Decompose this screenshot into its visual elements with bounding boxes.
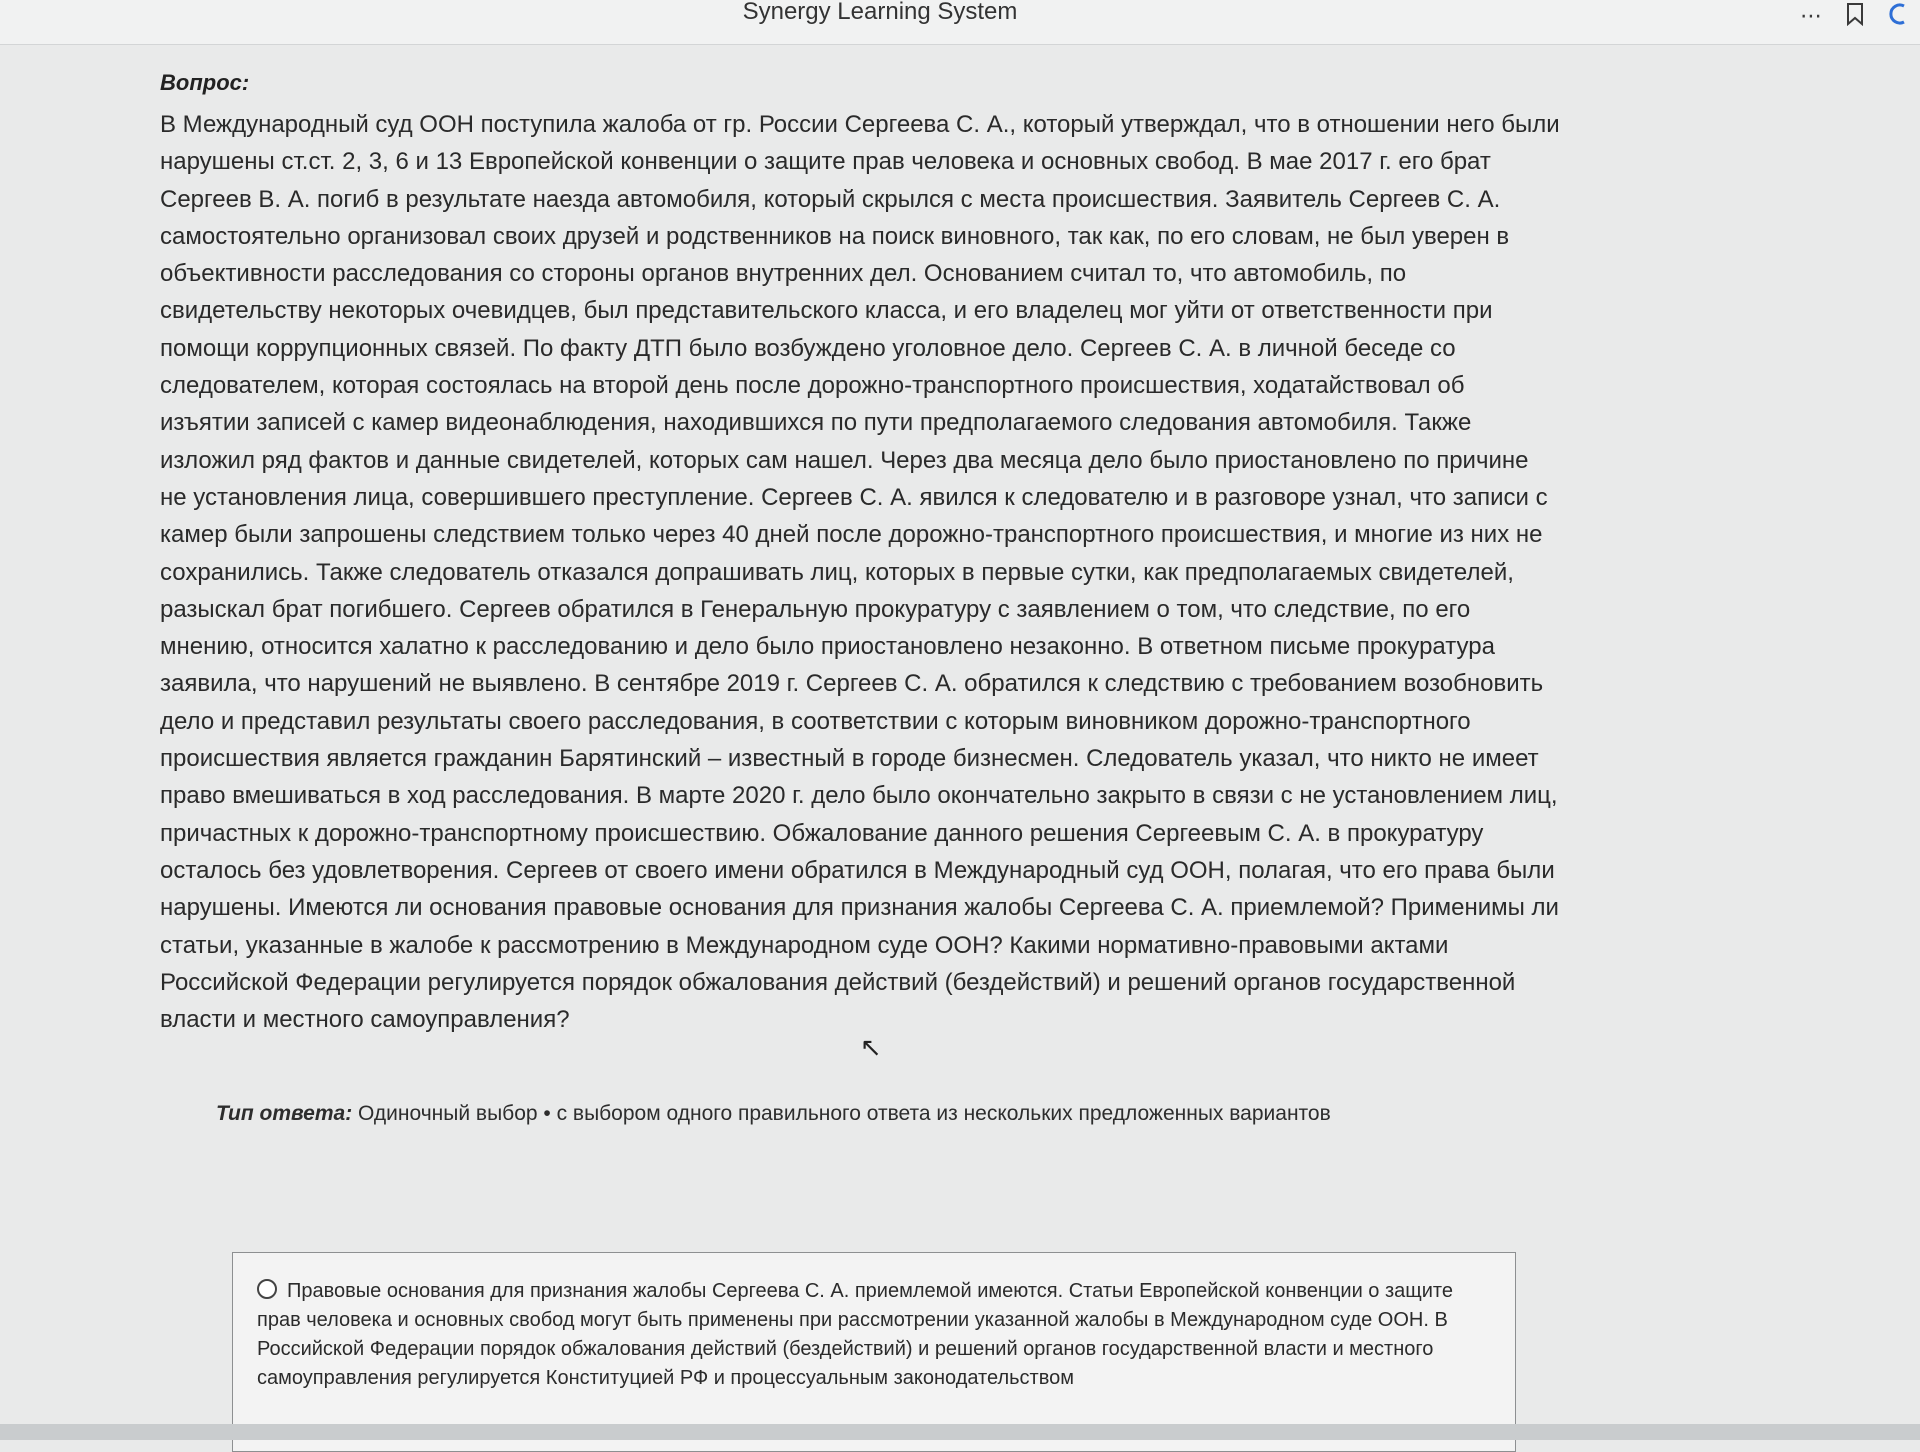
window-title-bar <box>0 0 1920 45</box>
title-bar-actions <box>1800 2 1908 30</box>
question-content <box>160 70 1580 1126</box>
radio-button[interactable] <box>257 1279 277 1299</box>
answer-type <box>216 1102 1580 1126</box>
answer-option-text: Правовые основания для признания жалобы Сергеева С. А. приемлемой имеются. Статьи Европейской конвенции о защите прав человека и основных свобод могут быть применены при рассмотрении указанной жалобы в Международном суде ООН. В Российской Федерации порядок обжалования действий (бездействий) и решений органов государственной власти и местного самоуправления регулируется Конституцией РФ и процессуальным законодательством <box>257 1280 1453 1389</box>
answer-option-row[interactable] <box>257 1277 1491 1393</box>
window-title: Synergy Learning System <box>0 0 1920 24</box>
more-options-icon[interactable]: ⋯ <box>1800 5 1822 27</box>
answer-type-label: Тип ответа: <box>216 1102 352 1125</box>
bookmark-icon[interactable] <box>1846 2 1864 30</box>
taskbar <box>0 1424 1920 1440</box>
answer-type-value: Одиночный выбор • с выбором одного правильного ответа из нескольких предложенных вариантов <box>358 1102 1331 1125</box>
app-icon[interactable] <box>1888 2 1908 30</box>
mouse-cursor-icon: ↖ <box>860 1032 882 1063</box>
question-label: Вопрос: <box>160 70 1580 96</box>
question-text: В Международный суд ООН поступила жалоба от гр. России Сергеева С. А., который утверждал, что в отношении него были нарушены ст.ст. 2, 3, 6 и 13 Европейской конвенции о защите прав человека и основных свобод. В мае 2017 г. его брат Сергеев В. А. погиб в результате наезда автомобиля, который скрылся с места происшествия. Заявитель Сергеев С. А. самостоятельно организовал своих друзей и родственников на поиск виновного, так как, по его словам, не был уверен в объективности расследования со стороны органов внутренних дел. Основанием считал то, что автомобиль, по свидетельству некоторых очевидцев, был представительского класса, и его владелец мог уйти от ответственности при помощи коррупционных связей. По факту ДТП было возбуждено уголовное дело. Сергеев С. А. в личной беседе со следователем, которая состоялась на второй день после дорожно-транспортного происшествия, ходатайствовал об изъятии записей с камер видеонаблюдения, находившихся по пути предполагаемого следования автомобиля. Также изложил ряд фактов и данные свидетелей, которых сам нашел. Через два месяца дело было приостановлено по причине не установления лица, совершившего преступление. Сергеев С. А. явился к следователю и в разговоре узнал, что записи с камер были запрошены следствием только через 40 дней после дорожно-транспортного происшествия, и многие из них не сохранились. Также следователь отказался допрашивать лиц, которых в первые сутки, как предполагаемых свидетелей, разыскал брат погибшего. Сергеев обратился в Генеральную прокуратуру с заявлением о том, что следствие, по его мнению, относится халатно к расследованию и дело было приостановлено незаконно. В ответном письме прокуратура заявила, что нарушений не выявлено. В сентябре 2019 г. Сергеев С. А. обратился к следствию с требованием возобновить дело и представил результаты своего расследования, в соответствии с которым виновником дорожно-транспортного происшествия является гражданин Барятинский – известный в городе бизнесмен. Следователь указал, что никто не имеет право вмешиваться в ход расследования. В марте 2020 г. дело было окончательно закрыто в связи с не установлением лиц, причастных к дорожно-транспортному происшествию. Обжалование данного решения Сергеевым С. А. в прокуратуру осталось без удовлетворения. Сергеев от своего имени обратился в Международный суд ООН, полагая, что его права были нарушены. Имеются ли основания правовые основания для признания жалобы Сергеева С. А. приемлемой? Применимы ли статьи, указанные в жалобе к рассмотрению в Международном суде ООН? Какими нормативно-правовыми актами Российской Федерации регулируется порядок обжалования действий (бездействий) и решений органов государственной власти и местного самоуправления? <box>160 106 1560 1038</box>
answer-option[interactable] <box>232 1252 1516 1452</box>
